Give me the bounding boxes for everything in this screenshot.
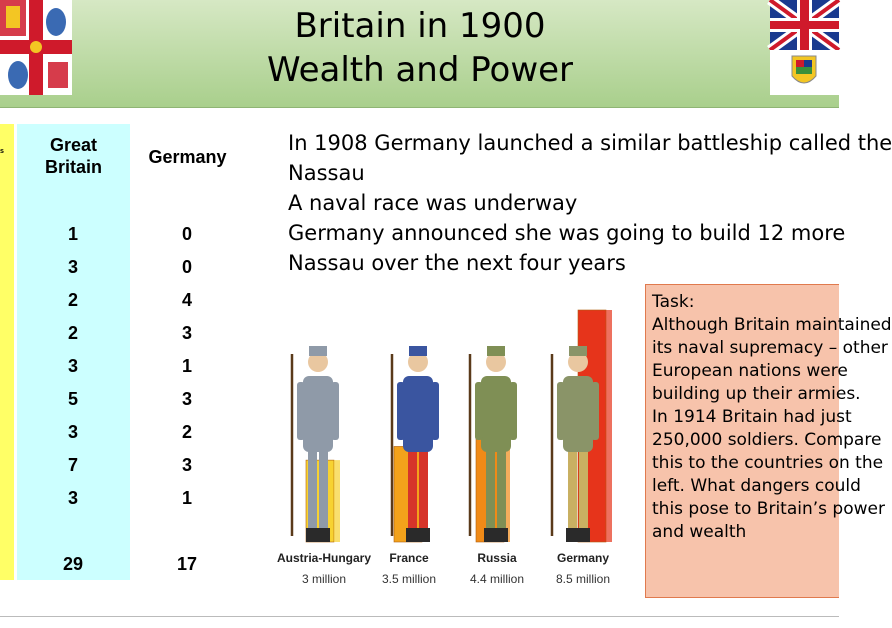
germany-value: 0: [181, 257, 192, 277]
germany-value: 3: [181, 323, 192, 343]
left-column-header-fragment: s: [0, 148, 4, 155]
germany-total: 17: [176, 554, 198, 574]
germany-value: 1: [181, 488, 192, 508]
army-country-label: Russia: [477, 551, 517, 565]
gb-value: 2: [67, 323, 78, 343]
task-line: this to the countries on the: [652, 453, 884, 473]
germany-value: 0: [181, 224, 192, 244]
story-line: Nassau over the next four years: [288, 251, 626, 275]
left-column-strip: [0, 124, 14, 580]
task-box: [645, 284, 892, 598]
army-size-label: 4.4 million: [469, 572, 525, 586]
army-country-label: Austria-Hungary: [276, 551, 372, 565]
germany-value: 2: [181, 422, 192, 442]
story-line: Germany announced she was going to build 12 more: [288, 221, 846, 245]
header-germany: Germany: [148, 147, 227, 167]
slide-bottom-divider: [0, 616, 839, 617]
task-line: and wealth: [652, 522, 747, 542]
task-line: European nations were: [652, 361, 848, 381]
gb-value: 7: [67, 455, 78, 475]
title-line-2: Wealth and Power: [266, 50, 574, 90]
title-line-1: Britain in 1900: [294, 6, 546, 46]
gb-value: 5: [67, 389, 78, 409]
state-flag-left-icon: [0, 0, 72, 95]
army-bar-side: [606, 310, 612, 542]
gb-value: 2: [67, 290, 78, 310]
title-banner: [0, 0, 839, 108]
germany-value: 3: [181, 455, 192, 475]
task-line: this pose to Britain’s power: [652, 499, 885, 519]
slide-title: [160, 4, 680, 92]
task-line: Task:: [652, 292, 695, 312]
header-great-britain: Great Britain: [44, 135, 102, 177]
story-line: Nassau: [288, 161, 365, 185]
gb-value: 3: [67, 356, 78, 376]
army-size-label: 3 million: [301, 572, 347, 586]
germany-value: 3: [181, 389, 192, 409]
task-line: Although Britain maintained: [652, 315, 892, 335]
gb-value: 3: [67, 488, 78, 508]
gb-value: 3: [67, 257, 78, 277]
task-line: In 1914 Britain had just: [652, 407, 852, 427]
army-size-illustration: [276, 296, 611, 590]
army-country-label: Germany: [556, 551, 610, 565]
great-britain-column: [17, 124, 130, 580]
gb-value: 1: [67, 224, 78, 244]
naval-race-text: [288, 128, 892, 278]
task-line: left. What dangers could: [652, 476, 861, 496]
army-bar-side: [334, 460, 340, 542]
army-size-label: 3.5 million: [381, 572, 437, 586]
gb-value: 3: [67, 422, 78, 442]
story-line: A naval race was underway: [288, 191, 578, 215]
germany-value: 1: [181, 356, 192, 376]
germany-value: 4: [181, 290, 192, 310]
task-line: 250,000 soldiers. Compare: [652, 430, 882, 450]
army-country-label: France: [389, 551, 429, 565]
union-flag-icon: [770, 0, 839, 95]
story-line: In 1908 Germany launched a similar battleship called the: [288, 131, 892, 155]
task-line: its naval supremacy – other: [652, 338, 888, 358]
task-line: building up their armies.: [652, 384, 861, 404]
army-size-label: 8.5 million: [555, 572, 611, 586]
gb-total: 29: [62, 554, 84, 574]
